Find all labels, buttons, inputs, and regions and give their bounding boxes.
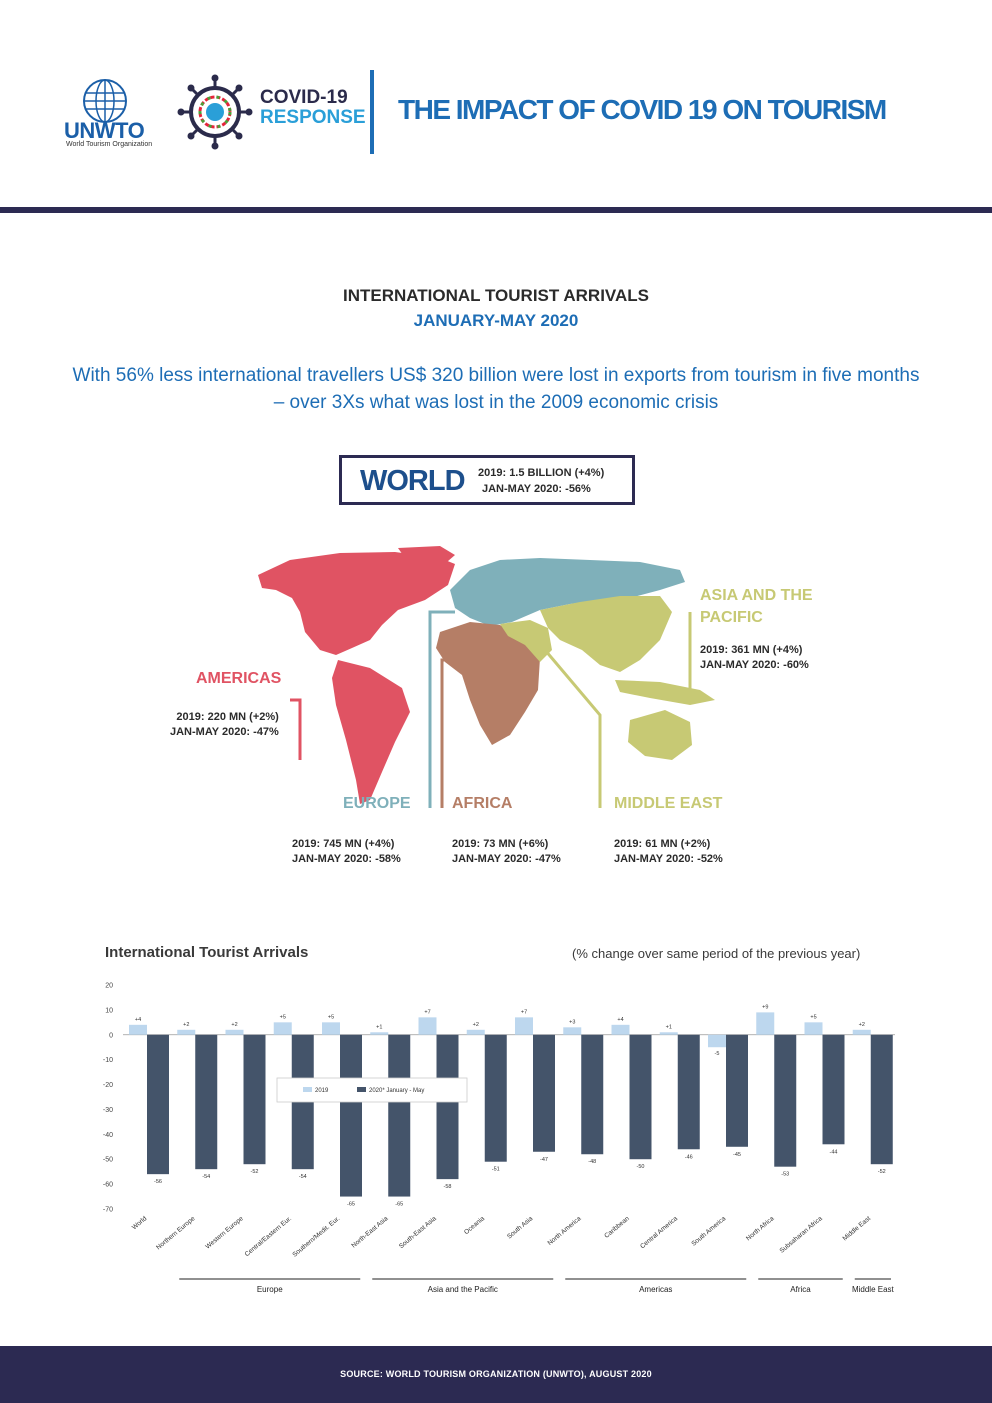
map-south-america	[332, 660, 410, 804]
lead-text	[40, 362, 952, 416]
stat-middle-east-2020: JAN-MAY 2020: -52%	[614, 853, 723, 865]
chart-subtitle: (% change over same period of the previous year)	[572, 946, 861, 961]
group-label: Middle East	[851, 1285, 894, 1294]
group-label: Europe	[256, 1285, 283, 1294]
category-label: North-East Asia	[350, 1215, 390, 1250]
data-label-2019: +7	[424, 1009, 431, 1016]
region-asia-line1: ASIA AND THE	[700, 587, 813, 604]
stat-africa-2019: 2019: 73 MN (+6%)	[452, 838, 549, 850]
world-map	[0, 540, 992, 820]
bar-2019	[226, 1030, 244, 1035]
data-label-2019: +5	[279, 1014, 286, 1021]
stat-americas-2020: JAN-MAY 2020: -47%	[170, 726, 279, 738]
region-europe: EUROPE	[343, 795, 411, 812]
region-asia-line2: PACIFIC	[700, 609, 763, 626]
data-label-2020: -65	[395, 1201, 404, 1208]
line-mideast	[545, 650, 600, 808]
covid-line1: COVID-19	[260, 87, 348, 108]
bar-2019	[515, 1017, 533, 1034]
y-tick-label: -30	[102, 1106, 113, 1114]
stat-middle-east-2019: 2019: 61 MN (+2%)	[614, 838, 711, 850]
bar-2019	[805, 1022, 823, 1034]
data-label-2019: +2	[183, 1021, 190, 1028]
bar-2019	[274, 1022, 292, 1034]
header-divider	[370, 70, 374, 154]
bar-2019	[370, 1032, 388, 1034]
bar-2019	[708, 1035, 726, 1047]
category-label: North Africa	[745, 1215, 776, 1243]
bar-2019	[177, 1030, 195, 1035]
data-label-2020: -56	[154, 1179, 162, 1186]
data-label-2020: -50	[636, 1164, 645, 1171]
data-label-2020: -65	[347, 1201, 355, 1208]
category-label: North America	[546, 1215, 583, 1248]
line-africa	[442, 660, 445, 808]
data-label-2020: -44	[829, 1149, 838, 1156]
category-label: Caribbean	[603, 1215, 631, 1240]
stat-europe-2020: JAN-MAY 2020: -58%	[292, 853, 401, 865]
stat-asia	[700, 643, 809, 673]
category-label: Southern/Medit. Eur.	[291, 1215, 342, 1259]
bar-2020	[388, 1035, 410, 1197]
y-tick-label: 20	[105, 982, 113, 990]
legend-swatch-2020	[357, 1087, 366, 1092]
bar-2020	[244, 1035, 266, 1164]
stat-europe	[292, 837, 401, 867]
bar-2020	[630, 1035, 652, 1159]
covid-response-label	[260, 88, 366, 128]
legend-label-2019: 2019	[315, 1088, 329, 1094]
data-label-2019: +2	[231, 1021, 238, 1028]
data-label-2020: -54	[298, 1174, 307, 1181]
category-label: South Asia	[505, 1215, 535, 1241]
bar-2019	[129, 1025, 147, 1035]
chart-title: International Tourist Arrivals	[105, 944, 309, 961]
lead-line-1: With 56% less international travellers US$ 320 billion were lost in exports from tourism in five months	[72, 365, 920, 386]
bar-2020	[340, 1035, 362, 1197]
arrivals-bar-chart	[0, 975, 992, 1305]
bar-2020	[823, 1035, 845, 1145]
stat-americas-2019: 2019: 220 MN (+2%)	[176, 711, 279, 723]
world-label: WORLD	[360, 465, 465, 497]
bar-2020	[774, 1035, 796, 1167]
category-label: Northern Europe	[155, 1215, 197, 1252]
stat-asia-2019: 2019: 361 MN (+4%)	[700, 644, 803, 656]
bar-2020	[678, 1035, 700, 1149]
bar-2019	[419, 1017, 437, 1034]
category-label: Oceania	[462, 1215, 487, 1237]
legend-label-2020: 2020* January - May	[369, 1088, 425, 1094]
map-se-asia	[615, 680, 715, 705]
y-tick-label: 0	[109, 1032, 113, 1040]
y-tick-label: -40	[102, 1131, 113, 1139]
y-tick-label: 10	[105, 1007, 113, 1015]
bar-2020	[437, 1035, 459, 1179]
region-middle-east: MIDDLE EAST	[614, 795, 723, 812]
covid-line2: RESPONSE	[260, 107, 366, 128]
section-heading: INTERNATIONAL TOURIST ARRIVALS	[343, 286, 649, 305]
page-title: THE IMPACT OF COVID 19 ON TOURISM	[398, 94, 886, 125]
region-asia	[700, 585, 813, 629]
unwto-wordmark: UNWTO	[64, 118, 145, 143]
bar-2020	[147, 1035, 169, 1174]
data-label-2020: -45	[733, 1151, 741, 1158]
header-rule	[0, 207, 992, 213]
data-label-2019: +4	[617, 1016, 624, 1023]
data-label-2020: -47	[540, 1156, 548, 1163]
data-label-2019: +1	[665, 1024, 672, 1031]
bar-2020	[726, 1035, 748, 1147]
data-label-2019: +5	[327, 1014, 335, 1021]
bar-2020	[533, 1035, 555, 1152]
data-label-2020: -58	[443, 1184, 452, 1191]
section-period: JANUARY-MAY 2020	[413, 311, 579, 330]
bar-2020	[485, 1035, 507, 1162]
group-label: Asia and the Pacific	[427, 1285, 498, 1294]
covid-response-icon	[176, 74, 254, 150]
bar-2019	[467, 1030, 485, 1035]
data-label-2019: -5	[714, 1051, 720, 1058]
bar-2019	[322, 1022, 340, 1034]
group-label: Africa	[790, 1285, 811, 1294]
data-label-2020: -53	[781, 1171, 790, 1178]
region-africa: AFRICA	[452, 795, 513, 812]
bar-2019	[563, 1027, 581, 1034]
bar-2019	[756, 1012, 774, 1034]
y-tick-label: -60	[102, 1181, 113, 1189]
group-label: Americas	[639, 1285, 673, 1294]
legend-swatch-2019	[303, 1087, 312, 1092]
region-americas: AMERICAS	[196, 670, 282, 687]
category-label: Central/Eastern Eur.	[243, 1215, 294, 1259]
data-label-2020: -46	[684, 1154, 693, 1161]
data-label-2020: -51	[491, 1166, 500, 1173]
category-label: Central America	[639, 1215, 680, 1251]
category-label: South America	[690, 1215, 728, 1248]
bar-2020	[195, 1035, 217, 1169]
map-asia	[540, 596, 672, 672]
category-label: Middle East	[841, 1215, 873, 1243]
y-tick-label: -70	[102, 1206, 113, 1214]
y-tick-label: -10	[102, 1057, 113, 1065]
data-label-2020: -48	[588, 1159, 597, 1166]
y-tick-label: -50	[102, 1156, 113, 1164]
category-label: Western Europe	[204, 1215, 245, 1251]
data-label-2019: +2	[858, 1021, 865, 1028]
data-label-2019: +3	[569, 1019, 576, 1026]
category-label: Subsaharan Africa	[778, 1215, 824, 1255]
map-australia	[628, 710, 692, 760]
data-label-2019: +2	[472, 1021, 479, 1028]
data-label-2020: -52	[250, 1169, 259, 1176]
data-label-2019: +1	[376, 1024, 383, 1031]
category-label: World	[130, 1215, 149, 1232]
bar-2019	[660, 1032, 678, 1034]
data-label-2019: +7	[520, 1009, 528, 1016]
data-label-2020: -54	[202, 1174, 211, 1181]
data-label-2020: -52	[877, 1169, 886, 1176]
y-tick-label: -20	[102, 1082, 113, 1090]
world-summary-box	[339, 455, 635, 505]
bar-2019	[853, 1030, 871, 1035]
source-note: SOURCE: WORLD TOURISM ORGANIZATION (UNWTO), AUGUST 2020	[340, 1369, 652, 1379]
bar-2020	[581, 1035, 603, 1154]
category-label: South-East Asia	[397, 1215, 438, 1251]
data-label-2019: +5	[810, 1014, 817, 1021]
world-stat-2019: 2019: 1.5 BILLION (+4%)	[478, 467, 605, 479]
data-label-2019: +9	[762, 1004, 769, 1011]
stat-middle-east	[614, 837, 723, 867]
stat-africa	[452, 837, 561, 867]
line-americas	[290, 700, 300, 760]
footer-bar	[0, 1346, 992, 1403]
stat-asia-2020: JAN-MAY 2020: -60%	[700, 659, 809, 671]
world-stat-2020: JAN-MAY 2020: -56%	[482, 483, 591, 495]
unwto-subtitle: World Tourism Organization	[66, 141, 153, 148]
bar-2020	[871, 1035, 893, 1164]
stat-europe-2019: 2019: 745 MN (+4%)	[292, 838, 395, 850]
unwto-logo	[60, 78, 170, 154]
data-label-2019: +4	[134, 1016, 142, 1023]
stat-americas	[170, 710, 279, 740]
stat-africa-2020: JAN-MAY 2020: -47%	[452, 853, 561, 865]
lead-line-2: – over 3Xs what was lost in the 2009 economic crisis	[273, 392, 719, 413]
bar-2019	[612, 1025, 630, 1035]
